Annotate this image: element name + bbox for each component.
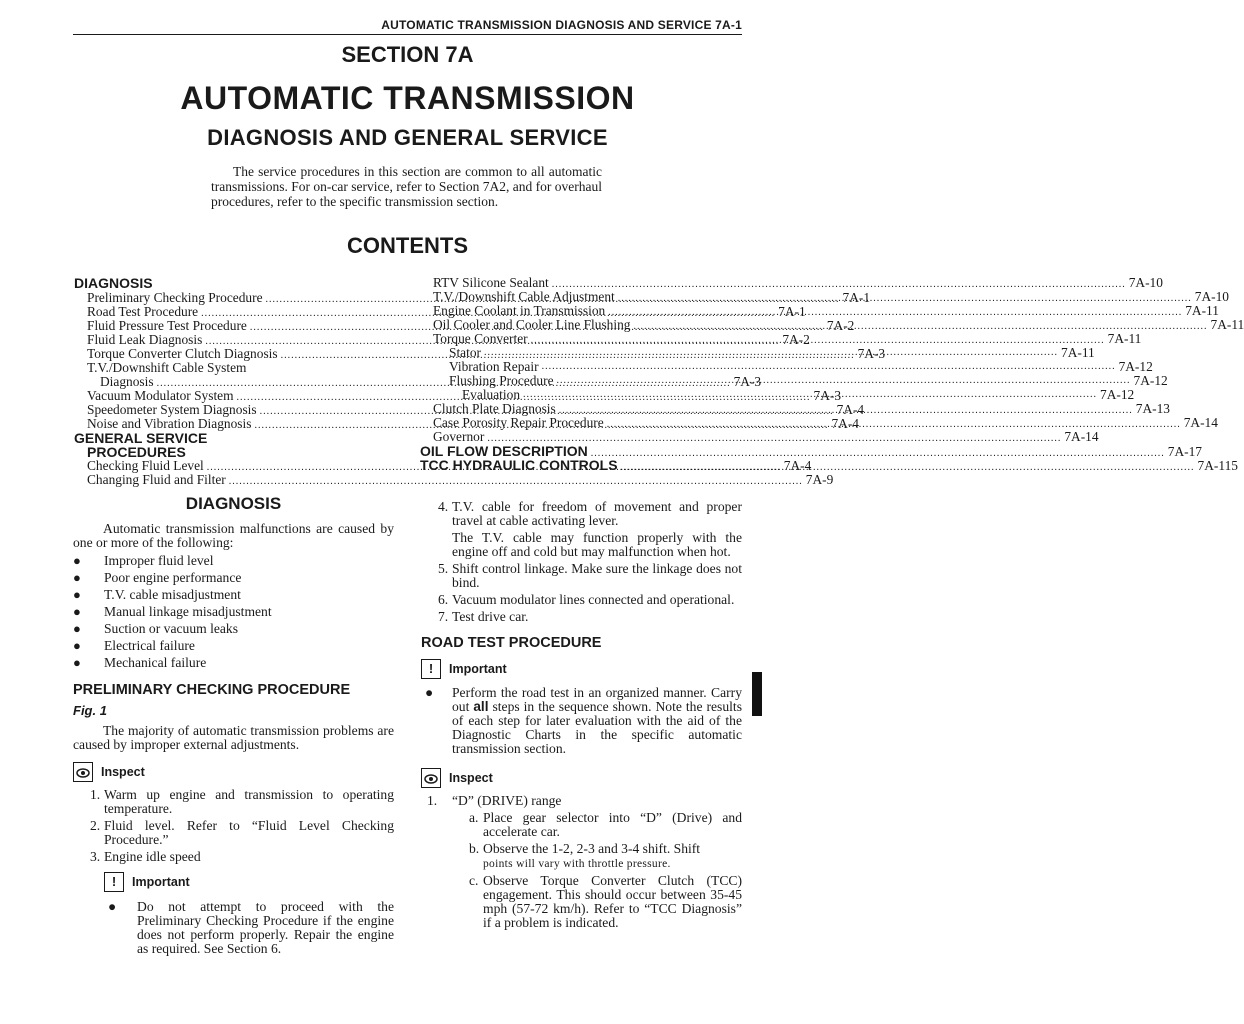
list-item: 6. Vacuum modulator lines connected and operational. [438, 592, 735, 607]
list-item: 2. Fluid level. Refer to “Fluid Level Checking Procedure.” [90, 818, 394, 847]
toc-entry-title: Stator [449, 345, 481, 360]
diagnosis-intro: Automatic transmission malfunctions are caused by one or more of the following: [73, 521, 394, 550]
d-range-substeps [452, 811, 742, 930]
list-item: ● Poor engine performance [73, 570, 242, 585]
preliminary-steps [73, 788, 394, 864]
list-item: a. Place gear selector into “D” (Drive) and accelerate car. [469, 810, 742, 839]
diagnosis-heading: DIAGNOSIS [185, 494, 282, 513]
important-label: Important [449, 662, 507, 676]
page-title: AUTOMATIC TRANSMISSION [180, 80, 635, 116]
toc-entry-page: 7A-11 [1107, 331, 1142, 346]
bullet-icon: ● [73, 655, 81, 670]
list-item: ● T.V. cable misadjustment [73, 587, 241, 602]
important-exclamation-icon: ! [104, 872, 124, 892]
header-rule [73, 34, 742, 35]
bullet-icon: ● [73, 587, 81, 602]
bullet-icon: ● [73, 638, 81, 653]
bullet-icon: ● [73, 553, 81, 568]
toc-entry-title: Clutch Plate Diagnosis [433, 401, 556, 416]
inspect-label: Inspect [101, 765, 145, 779]
figure-reference: Fig. 1 [73, 703, 107, 718]
toc-entry-page: 7A-115 [1197, 458, 1238, 473]
right-column [421, 500, 742, 930]
toc-heading-general-service: GENERAL SERVICE [74, 430, 208, 446]
toc-entry-title: Vacuum Modulator System [87, 388, 234, 403]
toc-entry[interactable] [420, 429, 1099, 444]
toc-entry-title: Diagnosis [100, 374, 154, 389]
toc-entry-title: Fluid Leak Diagnosis [87, 332, 203, 347]
toc-entry-page: 7A-1 [842, 290, 871, 305]
toc-entry-title: T.V./Downshift Cable Adjustment [433, 289, 615, 304]
toc-entry-title: Speedometer System Diagnosis [87, 402, 257, 417]
toc-entry-title: Case Porosity Repair Procedure [433, 415, 604, 430]
toc-entry-title: OIL FLOW DESCRIPTION [420, 443, 588, 459]
list-item: 5. Shift control linkage. Make sure the linkage does not bind. [438, 561, 742, 590]
toc-entry-title: Preliminary Checking Procedure [87, 290, 263, 305]
toc-entry-page: 7A-3 [813, 388, 842, 403]
road-test-heading: ROAD TEST PROCEDURE [421, 635, 602, 651]
toc-entry-title: Engine Coolant in Transmission [433, 303, 606, 318]
toc-entry[interactable] [74, 361, 387, 375]
inspect-callout [73, 762, 394, 784]
list-item: ● Suction or vacuum leaks [73, 621, 239, 636]
toc-entry-page: 7A-12 [1100, 387, 1135, 402]
toc-entry-title: Flushing Procedure [449, 373, 554, 388]
toc-entry-title: Road Test Procedure [87, 304, 199, 319]
road-test-note: ● Perform the road test in an organized manner. Carry out all steps in the sequence shown. Note the results of each step for later evaluation with the aid of the Diagnostic Charts in the specific automatic transmission section. [425, 685, 742, 756]
important-callout [104, 872, 394, 894]
list-item: ● Electrical failure [73, 638, 195, 653]
inspect-label: Inspect [449, 771, 493, 785]
toc-entry[interactable] [420, 275, 1163, 290]
intro-paragraph: The service procedures in this section are common to all automatic transmissions. For on-car service, refer to Section 7A2, and for overhaul procedures, refer to the specific transmission section. [211, 164, 603, 209]
toc-entry[interactable] [433, 374, 1168, 388]
bullet-icon: ● [73, 570, 81, 585]
toc-entry-page: 7A-12 [1133, 373, 1168, 388]
important-note: ● Do not attempt to proceed with the Preliminary Checking Procedure if the engine does not perform properly. Repair the engine as required. See Section 6. [108, 899, 394, 956]
list-item: ● Improper fluid level [73, 553, 214, 568]
preliminary-text: The majority of automatic transmission problems are caused by improper external adjustments. [73, 723, 394, 752]
list-item: 1. “D” (DRIVE) range [427, 793, 562, 808]
inspect-callout [421, 768, 742, 790]
toc-entry-oil-flow[interactable] [420, 443, 1202, 459]
toc-entry-title: Oil Cooler and Cooler Line Flushing [433, 317, 631, 332]
diagnosis-bullet-list [73, 552, 394, 671]
toc-entry-page: 7A-14 [1064, 429, 1099, 444]
toc-entry-page: 7A-11 [1210, 317, 1244, 332]
toc-entry-title: Torque Converter [433, 331, 528, 346]
important-callout [421, 659, 742, 681]
margin-change-bar [752, 672, 762, 716]
toc-heading-diagnosis: DIAGNOSIS [74, 275, 153, 291]
list-item: 1. Warm up engine and transmission to operating temperature. [90, 787, 394, 816]
list-item: c. Observe Torque Converter Clutch (TCC) engagement. This should occur between 35-45 mph (57-72 km/h). Refer to “TCC Diagnosis” if a problem is indicated. [469, 873, 742, 930]
toc-heading-procedures: PROCEDURES [87, 444, 186, 460]
toc-entry-title: RTV Silicone Sealant [433, 275, 549, 290]
bullet-icon: ● [73, 621, 81, 636]
toc-entry-title: Evaluation [462, 387, 521, 402]
toc-entry-page: 7A-11 [1061, 345, 1095, 360]
inspect-eye-icon [421, 768, 441, 788]
toc-entry-title: TCC HYDRAULIC CONTROLS [420, 457, 618, 473]
toc-entry-title: T.V./Downshift Cable System [87, 360, 247, 375]
toc-entry-page: 7A-3 [857, 346, 886, 361]
toc-entry-title: Fluid Pressure Test Procedure [87, 318, 247, 333]
left-column [73, 494, 394, 956]
toc-entry[interactable] [420, 289, 1229, 304]
preliminary-heading: PRELIMINARY CHECKING PROCEDURE [73, 682, 351, 698]
toc-entry[interactable] [433, 388, 1134, 402]
important-label: Important [132, 875, 190, 889]
list-item: ● Mechanical failure [73, 655, 207, 670]
toc-entry-page: 7A-17 [1167, 444, 1202, 459]
toc-entry-page: 7A-4 [783, 458, 812, 473]
toc-entry-title: Vibration Repair [449, 359, 539, 374]
toc-entry-page: 7A-14 [1183, 415, 1218, 430]
toc-entry-page: 7A-12 [1118, 359, 1153, 374]
inspect-eye-icon [73, 762, 93, 782]
important-exclamation-icon: ! [421, 659, 441, 679]
list-item: 3. Engine idle speed [90, 849, 201, 864]
toc-entry[interactable] [433, 346, 1095, 360]
toc-entry-title: Torque Converter Clutch Diagnosis [87, 346, 278, 361]
toc-entry-page: 7A-9 [805, 472, 834, 487]
toc-entry-page: 7A-4 [831, 416, 859, 431]
bullet-icon: ● [73, 604, 81, 619]
toc-entry-page: 7A-13 [1135, 401, 1170, 416]
bullet-icon: ● [108, 899, 117, 914]
toc-entry-page: 7A-4 [836, 402, 865, 417]
toc-entry-title: Noise and Vibration Diagnosis [87, 416, 252, 431]
toc-entry-title: Governor [433, 429, 485, 444]
list-item: ● Manual linkage misadjustment [73, 604, 272, 619]
toc-entry-page: 7A-10 [1194, 289, 1229, 304]
list-item: 7. Test drive car. [438, 609, 529, 624]
toc-entry-page: 7A-3 [733, 374, 762, 389]
toc-entry-title: Checking Fluid Level [87, 458, 204, 473]
contents-heading: CONTENTS [347, 233, 468, 258]
bullet-icon: ● [425, 685, 434, 700]
toc-entry-title: Changing Fluid and Filter [87, 472, 226, 487]
page-subtitle: DIAGNOSIS AND GENERAL SERVICE [207, 125, 608, 150]
running-head: AUTOMATIC TRANSMISSION DIAGNOSIS AND SERVICE 7A-1 [381, 18, 742, 32]
toc-entry-page: 7A-1 [778, 304, 806, 319]
toc-entry-page: 7A-11 [1185, 303, 1219, 318]
toc-entry-page: 7A-10 [1128, 275, 1163, 290]
toc-entry[interactable] [420, 303, 1219, 318]
toc-entry-page: 7A-2 [826, 318, 855, 333]
toc-entry-page: 7A-2 [782, 332, 810, 347]
toc-entry[interactable] [433, 360, 1153, 374]
toc-entry[interactable] [74, 472, 834, 487]
list-item: b. Observe the 1-2, 2-3 and 3-4 shift. Shift points will vary with throttle pressure. [469, 841, 701, 870]
section-label: SECTION 7A [341, 42, 474, 67]
list-item: 4. T.V. cable for freedom of movement and proper travel at cable activating lever. [438, 499, 742, 528]
list-item: The T.V. cable may function properly with the engine off and cold but may malfunction when hot. [452, 530, 742, 559]
